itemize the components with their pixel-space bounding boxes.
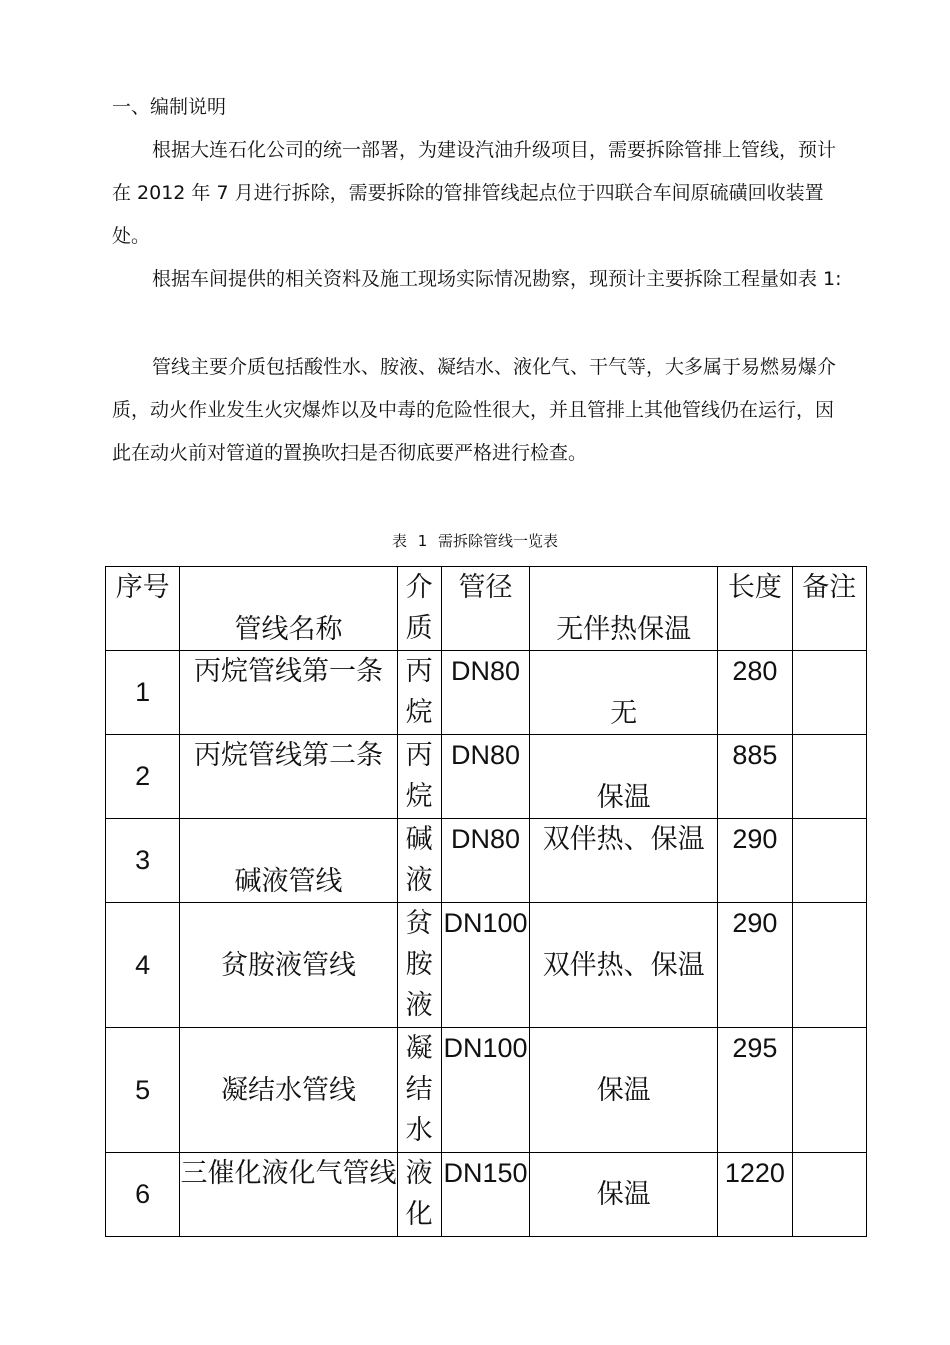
row-length: 885: [718, 735, 792, 819]
row-remark: [792, 735, 866, 819]
row-index: 1: [106, 651, 180, 735]
table-row: [106, 1153, 867, 1237]
header-medium: 介质: [397, 567, 441, 651]
row-medium: 液化: [397, 1153, 441, 1237]
row-index: 3: [106, 819, 180, 903]
row-index: 6: [106, 1153, 180, 1237]
paragraph-1: 根据大连石化公司的统一部署，为建设汽油升级项目，需要拆除管排上管线，预计在 2012 年 7 月进行拆除，需要拆除的管排管线起点位于四联合车间原硫磺回收装置处。: [112, 139, 837, 247]
row-diameter: DN100: [441, 903, 529, 1028]
table-row: [106, 651, 867, 735]
row-diameter: DN80: [441, 651, 529, 735]
row-remark: [792, 903, 866, 1028]
row-name: 丙烷管线第一条: [180, 651, 397, 735]
row-remark: [792, 1153, 866, 1237]
row-diameter: DN80: [441, 819, 529, 903]
row-name: 凝结水管线: [180, 1028, 397, 1153]
row-name: 碱液管线: [180, 819, 397, 903]
row-diameter: DN100: [441, 1028, 529, 1153]
row-name: 贫胺液管线: [180, 903, 397, 1028]
row-diameter: DN150: [441, 1153, 529, 1237]
paragraph-3: 管线主要介质包括酸性水、胺液、凝结水、液化气、干气等，大多属于易燃易爆介质，动火作业发生火灾爆炸以及中毒的危险性很大，并且管排上其他管线仍在运行，因此在动火前对管道的置换吹扫是否彻底要严格进行检查。: [112, 356, 837, 464]
row-insulation: 保温: [530, 1153, 718, 1237]
section-heading: 一、编制说明: [112, 96, 227, 118]
paragraph-2: 根据车间提供的相关资料及施工现场实际情况勘察，现预计主要拆除工程量如表 1:: [152, 268, 842, 290]
row-remark: [792, 1028, 866, 1153]
row-insulation: 保温: [530, 735, 718, 819]
row-index: 2: [106, 735, 180, 819]
row-medium: 凝结水: [397, 1028, 441, 1153]
table-caption: 表 1 需拆除管线一览表: [391, 532, 559, 550]
row-remark: [792, 651, 866, 735]
row-length: 290: [718, 819, 792, 903]
row-medium: 丙烷: [397, 651, 441, 735]
row-medium: 丙烷: [397, 735, 441, 819]
row-index: 4: [106, 903, 180, 1028]
row-length: 1220: [718, 1153, 792, 1237]
row-name: 丙烷管线第二条: [180, 735, 397, 819]
row-medium: 贫胺液: [397, 903, 441, 1028]
header-name: 管线名称: [180, 567, 397, 651]
row-length: 290: [718, 903, 792, 1028]
row-length: 295: [718, 1028, 792, 1153]
table-row: [106, 1028, 867, 1153]
table-row: [106, 903, 867, 1028]
row-diameter: DN80: [441, 735, 529, 819]
row-medium: 碱液: [397, 819, 441, 903]
row-insulation: 双伴热、保温: [530, 903, 718, 1028]
row-index: 5: [106, 1028, 180, 1153]
header-insulation: 无伴热保温: [530, 567, 718, 651]
header-diameter: 管径: [441, 567, 529, 651]
row-remark: [792, 819, 866, 903]
table-header-row: [106, 567, 867, 651]
pipeline-table: [105, 566, 867, 1237]
header-remark: 备注: [792, 567, 866, 651]
table-row: [106, 735, 867, 819]
row-insulation: 双伴热、保温: [530, 819, 718, 903]
header-length: 长度: [718, 567, 792, 651]
row-insulation: 无: [530, 651, 718, 735]
row-insulation: 保温: [530, 1028, 718, 1153]
row-name: 三催化液化气管线: [180, 1153, 397, 1237]
table-row: [106, 819, 867, 903]
row-length: 280: [718, 651, 792, 735]
header-index: 序号: [106, 567, 180, 651]
